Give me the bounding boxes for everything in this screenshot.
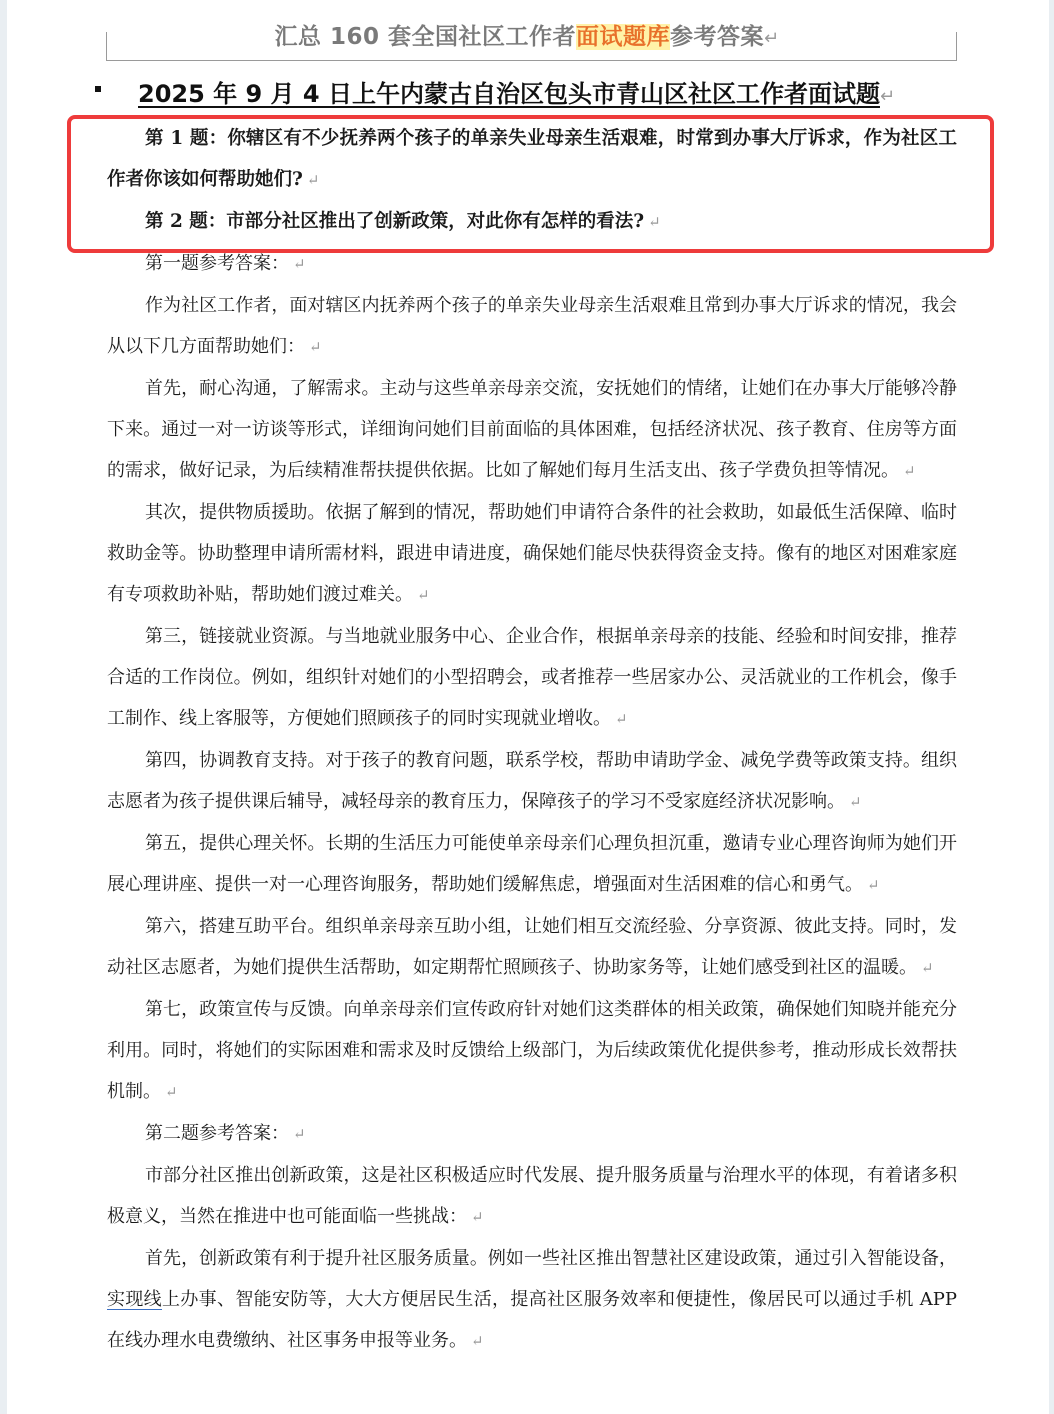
paragraph bbox=[107, 740, 957, 823]
paragraph-text: 首先，创新政策有利于提升社区服务质量。例如一些社区推出智慧社区建设政策，通过引入智能设备， bbox=[145, 1248, 957, 1269]
return-mark: ↵ bbox=[471, 1332, 484, 1350]
document-body bbox=[107, 118, 957, 1362]
paragraph-text: 第三，链接就业资源。与当地就业服务中心、企业合作，根据单亲母亲的技能、经验和时间安排，推荐合适的工作岗位。例如，组织针对她们的小型招聘会，或者推荐一些居家办公、灵活就业的工作机会，像手工制作、线上客服等，方便她们照顾孩子的同时实现就业增收。 bbox=[107, 626, 957, 729]
return-mark: ↵ bbox=[849, 793, 862, 811]
question-2-text: 第 2 题：市部分社区推出了创新政策，对此你有怎样的看法? bbox=[145, 211, 645, 232]
paragraph-text: 其次，提供物质援助。依据了解到的情况，帮助她们申请符合条件的社会救助，如最低生活保障、临时救助金等。协助整理申请所需材料，跟进申请进度，确保她们能尽快获得资金支持。像有的地区对困难家庭有专项救助补贴，帮助她们渡过难关。 bbox=[107, 502, 957, 605]
paragraph bbox=[107, 906, 957, 989]
paragraph bbox=[107, 823, 957, 906]
paragraph bbox=[107, 1155, 957, 1238]
paragraph-text: 市部分社区推出创新政策，这是社区积极适应时代发展、提升服务质量与治理水平的体现，有着诸多积极意义，当然在推进中也可能面临一些挑战： bbox=[107, 1165, 957, 1227]
answer-1-heading-text: 第一题参考答案： bbox=[145, 253, 289, 274]
header-rule bbox=[106, 60, 957, 61]
return-mark: ↵ bbox=[615, 710, 628, 728]
left-margin-band bbox=[0, 0, 7, 1414]
header-corner-right bbox=[956, 32, 957, 60]
answer-1-heading bbox=[107, 243, 957, 285]
paragraph bbox=[107, 285, 957, 368]
return-mark: ↵ bbox=[867, 876, 880, 894]
paragraph-text: 第四，协调教育支持。对于孩子的教育问题，联系学校，帮助申请助学金、减免学费等政策支持。组织志愿者为孩子提供课后辅导，减轻母亲的教育压力，保障孩子的学习不受家庭经济状况影响。 bbox=[107, 750, 957, 812]
answer-2-heading bbox=[107, 1113, 957, 1155]
return-mark: ↵ bbox=[921, 959, 934, 977]
right-margin-band bbox=[1049, 0, 1054, 1414]
question-1 bbox=[107, 118, 957, 201]
header-highlight: 面试题库 bbox=[575, 24, 670, 50]
return-mark: ↵ bbox=[309, 338, 322, 356]
header-text-pre: 汇总 160 套全国社区工作者 bbox=[274, 24, 576, 50]
answer-2-heading-text: 第二题参考答案： bbox=[145, 1123, 289, 1144]
paragraph-text: 作为社区工作者，面对辖区内抚养两个孩子的单亲失业母亲生活艰难且常到办事大厅诉求的情况，我会从以下几方面帮助她们： bbox=[107, 295, 957, 357]
question-2 bbox=[107, 201, 957, 243]
return-mark: ↵ bbox=[879, 86, 896, 107]
underlined-word: 实现线 bbox=[107, 1289, 163, 1310]
paragraph-text: 上办事、智能安防等，大大方便居民生活，提高社区服务效率和便捷性，像居民可以通过手机 APP 在线办理水电费缴纳、社区事务申报等业务。 bbox=[107, 1289, 957, 1351]
return-mark: ↵ bbox=[165, 1083, 178, 1101]
return-mark: ↵ bbox=[648, 213, 661, 231]
return-mark: ↵ bbox=[293, 1125, 306, 1143]
paragraph-text: 第六，搭建互助平台。组织单亲母亲互助小组，让她们相互交流经验、分享资源、彼此支持。同时，发动社区志愿者，为她们提供生活帮助，如定期帮忙照顾孩子、协助家务等，让她们感受到社区的温暖。 bbox=[107, 916, 957, 978]
paragraph bbox=[107, 616, 957, 740]
return-mark: ↵ bbox=[903, 462, 916, 480]
page-header bbox=[0, 18, 1054, 51]
paragraph-text: 第七，政策宣传与反馈。向单亲母亲们宣传政府针对她们这类群体的相关政策，确保她们知晓并能充分利用。同时，将她们的实际困难和需求及时反馈给上级部门，为后续政策优化提供参考，推动形成长效帮扶机制。 bbox=[107, 999, 957, 1102]
return-mark: ↵ bbox=[471, 1208, 484, 1226]
paragraph bbox=[107, 368, 957, 492]
return-mark: ↵ bbox=[293, 255, 306, 273]
list-bullet bbox=[95, 86, 101, 92]
paragraph bbox=[107, 492, 957, 616]
header-text-post: 参考答案 bbox=[669, 24, 764, 50]
paragraph bbox=[107, 989, 957, 1113]
paragraph-text: 第五，提供心理关怀。长期的生活压力可能使单亲母亲们心理负担沉重，邀请专业心理咨询师为她们开展心理讲座、提供一对一心理咨询服务，帮助她们缓解焦虑，增强面对生活困难的信心和勇气。 bbox=[107, 833, 957, 895]
return-mark: ↵ bbox=[763, 28, 780, 49]
return-mark: ↵ bbox=[417, 586, 430, 604]
document-title-text: 2025 年 9 月 4 日上午内蒙古自治区包头市青山区社区工作者面试题 bbox=[138, 80, 880, 108]
return-mark: ↵ bbox=[306, 171, 320, 189]
document-title bbox=[138, 74, 895, 109]
paragraph-text: 首先，耐心沟通，了解需求。主动与这些单亲母亲交流，安抚她们的情绪，让她们在办事大厅能够冷静下来。通过一对一访谈等形式，详细询问她们目前面临的具体困难，包括经济状况、孩子教育、住房等方面的需求，做好记录，为后续精准帮扶提供依据。比如了解她们每月生活支出、孩子学费负担等情况。 bbox=[107, 378, 957, 481]
question-1-text: 第 1 题：你辖区有不少抚养两个孩子的单亲失业母亲生活艰难，时常到办事大厅诉求，作为社区工作者你该如何帮助她们? bbox=[107, 128, 957, 190]
paragraph bbox=[107, 1238, 957, 1362]
header-corner-left bbox=[106, 32, 107, 60]
